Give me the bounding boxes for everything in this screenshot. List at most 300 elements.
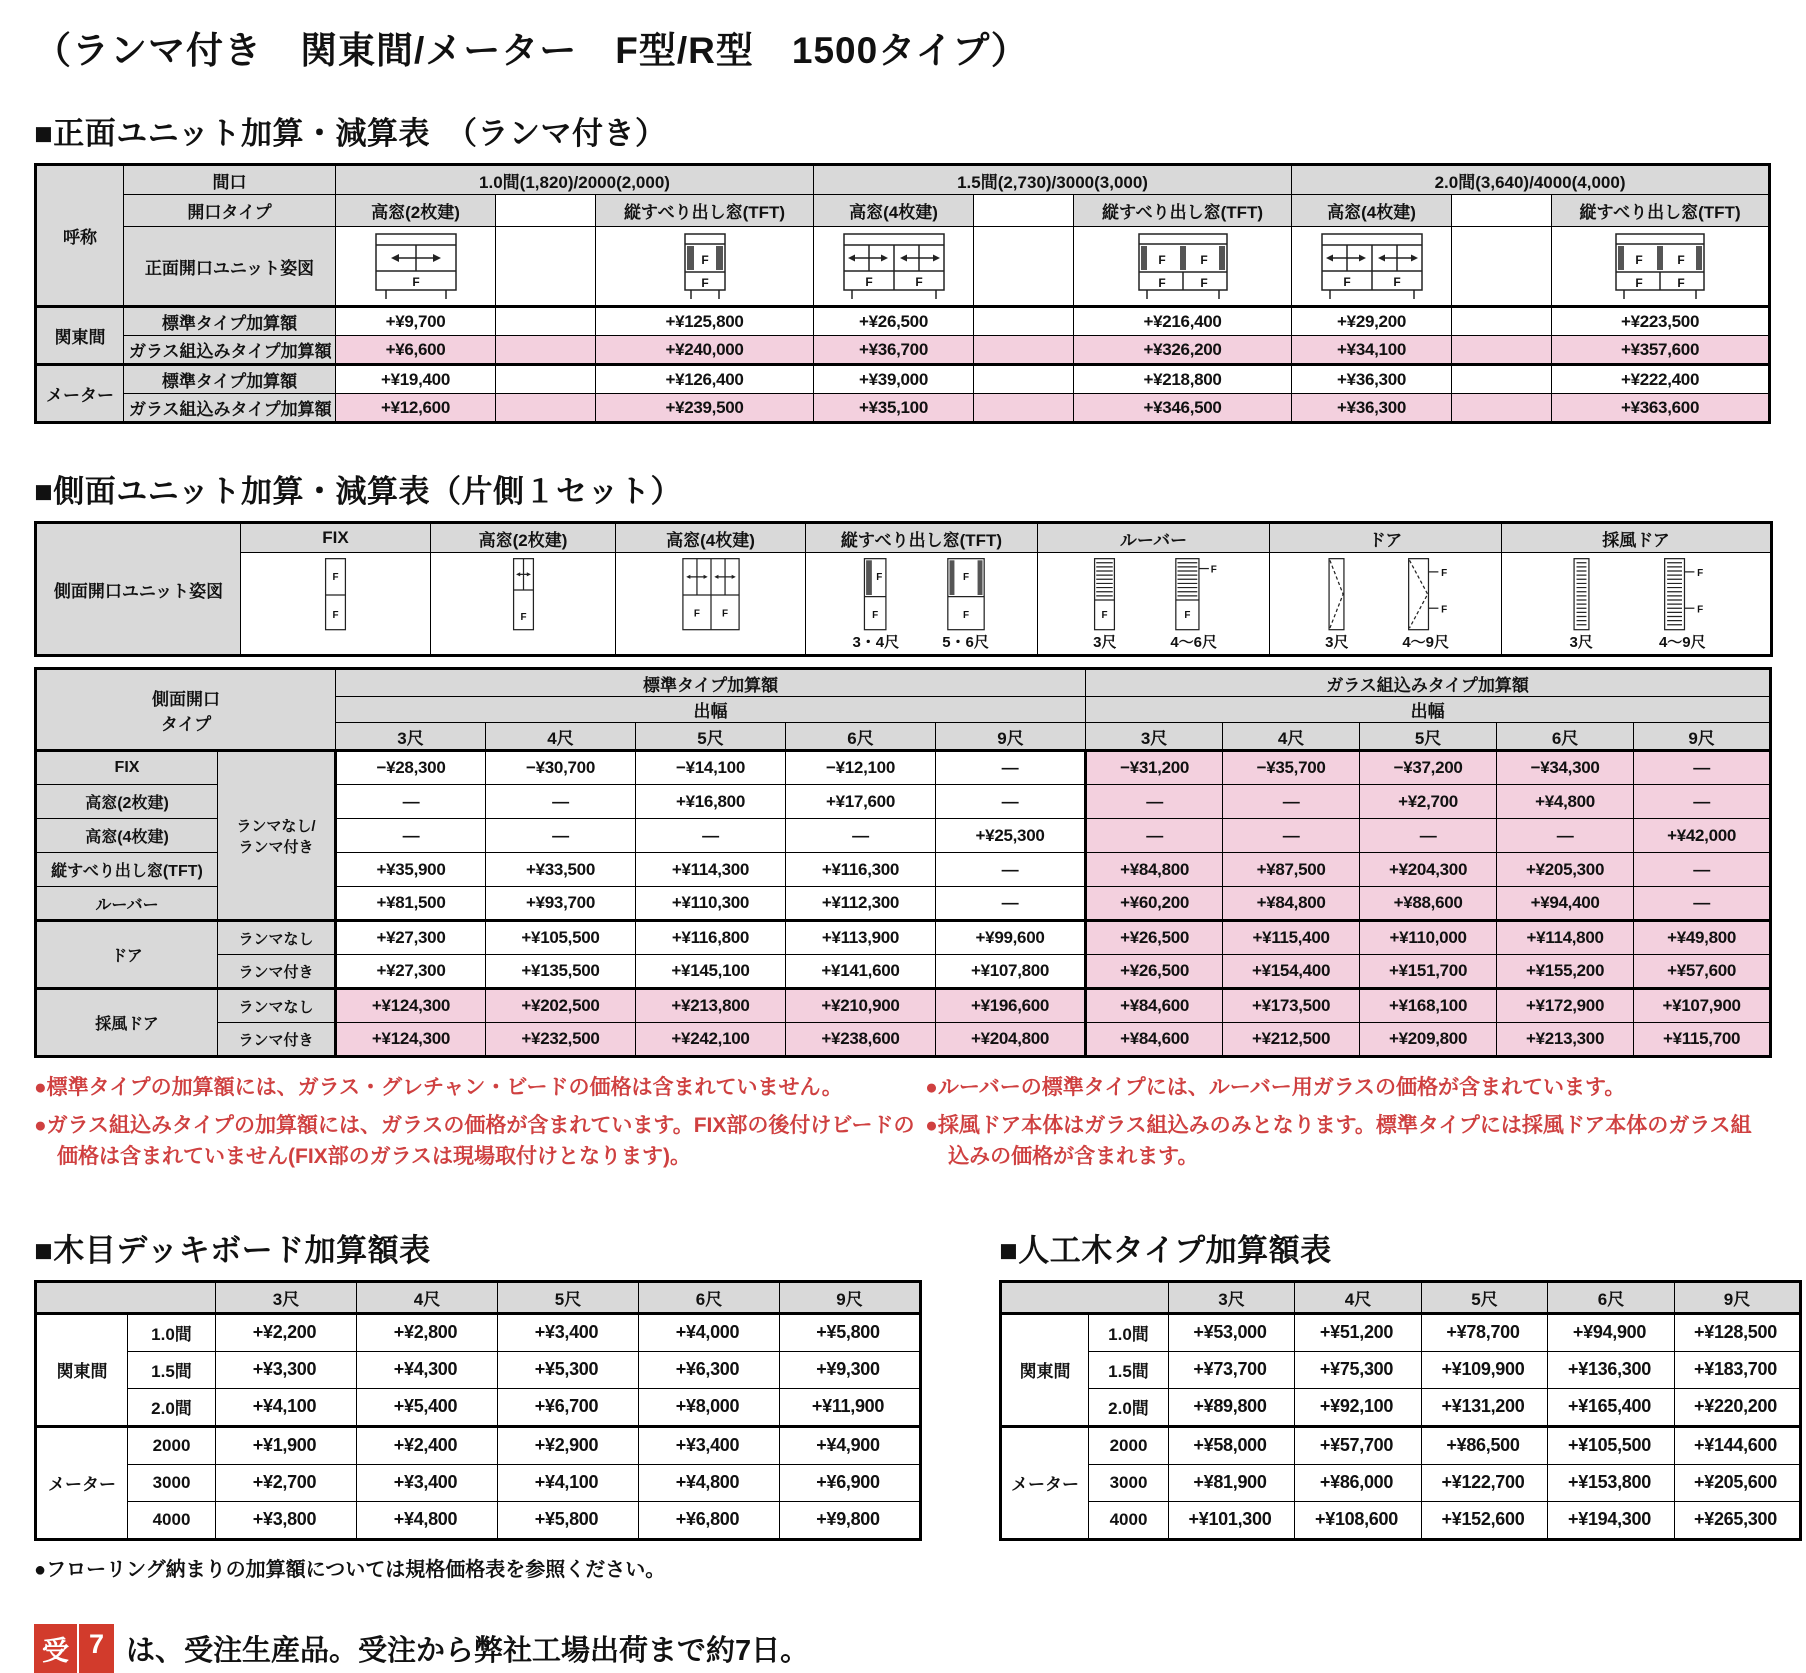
price-cell: −¥28,300	[336, 751, 486, 785]
side-price-corner	[36, 669, 336, 751]
price-cell: +¥4,800	[639, 1464, 780, 1501]
size-caption: 4〜9尺	[1402, 634, 1449, 651]
price-cell: +¥239,500	[596, 394, 814, 423]
blank-cell	[1452, 394, 1552, 423]
price-cell: —	[336, 819, 486, 853]
price-cell: +¥78,700	[1422, 1313, 1548, 1351]
corner-blank	[1001, 1281, 1169, 1313]
price-cell: +¥57,700	[1295, 1426, 1422, 1464]
price-cell: +¥6,600	[336, 336, 496, 365]
price-cell: +¥113,900	[786, 921, 936, 955]
price-cell: −¥37,200	[1360, 751, 1497, 785]
row-label: 縦すべり出し窓(TFT)	[36, 853, 218, 887]
front-sugata-label: 正面開口ユニット姿図	[124, 227, 336, 307]
price-cell: +¥53,000	[1169, 1313, 1295, 1351]
price-cell: +¥6,900	[780, 1464, 921, 1501]
price-cell: +¥220,200	[1675, 1388, 1801, 1426]
front-span-header: 1.0間(1,820)/2000(2,000)	[336, 165, 814, 195]
wood-section-title: ■人工木タイプ加算額表	[999, 1232, 1332, 1268]
price-cell: +¥168,100	[1360, 989, 1497, 1023]
col-header: 3尺	[1169, 1281, 1295, 1313]
tft-double-front-diagram	[1131, 232, 1235, 300]
price-cell: —	[1223, 819, 1360, 853]
door-3-side-diagram	[1318, 557, 1355, 633]
price-cell: +¥8,000	[639, 1388, 780, 1426]
price-cell: +¥101,300	[1169, 1501, 1295, 1539]
price-cell: +¥152,600	[1422, 1501, 1548, 1539]
price-cell: +¥75,300	[1295, 1351, 1422, 1388]
col-header: 9尺	[1634, 723, 1771, 751]
price-cell: +¥92,100	[1295, 1388, 1422, 1426]
row-label: ルーバー	[36, 887, 218, 921]
takamado2-front-diagram	[370, 232, 462, 300]
diagram-cell	[596, 227, 814, 307]
row-group-label: メーター	[1001, 1426, 1089, 1539]
takamado4-front-diagram	[1316, 232, 1428, 300]
price-cell: +¥122,700	[1422, 1464, 1548, 1501]
price-cell: +¥213,300	[1497, 1023, 1634, 1057]
bottom-tables	[34, 1225, 1777, 1616]
price-cell: +¥93,700	[486, 887, 636, 921]
price-cell: −¥34,300	[1497, 751, 1634, 785]
row-group-label: メーター	[36, 365, 124, 423]
price-cell: −¥12,100	[786, 751, 936, 785]
price-cell: +¥151,700	[1360, 955, 1497, 989]
row-label: 2000	[128, 1426, 216, 1464]
price-cell: —	[486, 785, 636, 819]
price-cell: +¥89,800	[1169, 1388, 1295, 1426]
diagram-cell	[616, 553, 806, 656]
order-badge	[34, 1624, 114, 1673]
price-cell: +¥115,400	[1223, 921, 1360, 955]
row-label: 2000	[1089, 1426, 1169, 1464]
size-caption: 4〜6尺	[1170, 634, 1217, 651]
blank-cell	[496, 195, 596, 227]
diagram-cell	[1270, 553, 1502, 656]
row-label: FIX	[36, 751, 218, 785]
row-label: 4000	[1089, 1501, 1169, 1539]
price-cell: +¥2,800	[357, 1313, 498, 1351]
blank-cell	[1452, 307, 1552, 336]
debaba-header: 出幅	[336, 697, 1086, 723]
price-cell: +¥125,800	[596, 307, 814, 336]
door-49-side-diagram	[1399, 557, 1453, 633]
diagram-cell	[336, 227, 496, 307]
price-cell: +¥17,600	[786, 785, 936, 819]
blank-cell	[1452, 365, 1552, 394]
price-cell: +¥42,000	[1634, 819, 1771, 853]
price-cell: −¥31,200	[1086, 751, 1223, 785]
price-cell: +¥81,500	[336, 887, 486, 921]
price-cell: +¥86,500	[1422, 1426, 1548, 1464]
front-span-header: 1.5間(2,730)/3000(3,000)	[814, 165, 1292, 195]
blank-cell	[496, 336, 596, 365]
price-cell: +¥9,300	[780, 1351, 921, 1388]
wood-section	[999, 1225, 1799, 1616]
side-col-header: 採風ドア	[1502, 523, 1772, 553]
row-sub-label: ランマ付き	[218, 955, 336, 989]
price-cell: +¥3,400	[357, 1464, 498, 1501]
price-cell: +¥35,100	[814, 394, 974, 423]
col-header: 5尺	[1422, 1281, 1548, 1313]
price-cell: +¥6,800	[639, 1501, 780, 1539]
price-cell: +¥6,700	[498, 1388, 639, 1426]
price-cell: +¥36,300	[1292, 365, 1452, 394]
blank-cell	[974, 195, 1074, 227]
front-section-title: ■正面ユニット加算・減算表 （ランマ付き）	[34, 116, 667, 151]
takamado4-side-diagram	[676, 557, 746, 633]
price-cell: +¥326,200	[1074, 336, 1292, 365]
blank-cell	[1452, 195, 1552, 227]
price-cell: +¥209,800	[1360, 1023, 1497, 1057]
price-cell: +¥346,500	[1074, 394, 1292, 423]
price-cell: +¥12,600	[336, 394, 496, 423]
price-cell: +¥112,300	[786, 887, 936, 921]
size-caption: 5・6尺	[942, 634, 989, 651]
price-cell: +¥57,600	[1634, 955, 1771, 989]
takamado4-front-diagram	[838, 232, 950, 300]
diagram-cell	[1074, 227, 1292, 307]
diagram-cell	[1552, 227, 1770, 307]
price-cell: +¥4,100	[216, 1388, 357, 1426]
fix-side-diagram	[317, 557, 354, 633]
diagram-cell	[431, 553, 616, 656]
price-cell: —	[486, 819, 636, 853]
corner-blank	[36, 1281, 216, 1313]
price-cell: +¥86,000	[1295, 1464, 1422, 1501]
price-cell: +¥26,500	[814, 307, 974, 336]
col-header: 4尺	[1223, 723, 1360, 751]
price-cell: +¥9,700	[336, 307, 496, 336]
row-label: ドア	[36, 921, 218, 989]
price-cell: −¥35,700	[1223, 751, 1360, 785]
price-cell: +¥11,900	[780, 1388, 921, 1426]
front-col-header: 縦すべり出し窓(TFT)	[596, 195, 814, 227]
price-cell: +¥222,400	[1552, 365, 1770, 394]
price-cell: +¥218,800	[1074, 365, 1292, 394]
blank-cell	[974, 307, 1074, 336]
row-label: 1.5間	[128, 1351, 216, 1388]
price-cell: +¥81,900	[1169, 1464, 1295, 1501]
tft-56-side-diagram	[941, 557, 991, 633]
tft-front-diagram	[673, 232, 737, 300]
price-cell: +¥204,300	[1360, 853, 1497, 887]
col-header: 5尺	[636, 723, 786, 751]
price-cell: +¥5,300	[498, 1351, 639, 1388]
blank-cell	[496, 227, 596, 307]
price-cell: +¥114,300	[636, 853, 786, 887]
price-cell: +¥238,600	[786, 1023, 936, 1057]
price-cell: +¥25,300	[936, 819, 1086, 853]
blank-cell	[496, 307, 596, 336]
blank-cell	[974, 227, 1074, 307]
row-group-label: 関東間	[36, 1313, 128, 1426]
price-cell: +¥265,300	[1675, 1501, 1801, 1539]
price-cell: +¥60,200	[1086, 887, 1223, 921]
price-cell: +¥36,300	[1292, 394, 1452, 423]
price-cell: —	[936, 751, 1086, 785]
note-item: ●採風ドア本体はガラス組込みのみとなります。標準タイプには採風ドア本体のガラス組込みの価格が含まれます。	[925, 1113, 1752, 1168]
takamado2-side-diagram	[505, 557, 542, 633]
price-cell: +¥114,800	[1497, 921, 1634, 955]
price-cell: +¥29,200	[1292, 307, 1452, 336]
price-cell: +¥216,400	[1074, 307, 1292, 336]
price-cell: +¥109,900	[1422, 1351, 1548, 1388]
price-cell: +¥173,500	[1223, 989, 1360, 1023]
vent-door-3-side-diagram	[1563, 557, 1600, 633]
size-caption: 4〜9尺	[1658, 634, 1706, 651]
front-col-header: 高窓(4枚建)	[814, 195, 974, 227]
price-cell: +¥105,500	[1548, 1426, 1675, 1464]
row-sub-label: ランマ付き	[218, 1023, 336, 1057]
col-header: 3尺	[1086, 723, 1223, 751]
price-cell: +¥223,500	[1552, 307, 1770, 336]
notes	[34, 1072, 1772, 1179]
price-cell: +¥205,600	[1675, 1464, 1801, 1501]
price-cell: +¥115,700	[1634, 1023, 1771, 1057]
price-cell: −¥14,100	[636, 751, 786, 785]
louver-46-side-diagram	[1167, 557, 1221, 633]
diagram-cell	[1502, 553, 1772, 656]
side-col-header: ドア	[1270, 523, 1502, 553]
col-header: 6尺	[639, 1281, 780, 1313]
price-cell: +¥33,500	[486, 853, 636, 887]
price-cell: +¥124,300	[336, 989, 486, 1023]
notes-left	[34, 1072, 925, 1179]
price-cell: +¥154,400	[1223, 955, 1360, 989]
blank-cell	[974, 394, 1074, 423]
note-item: ●ガラス組込みタイプの加算額には、ガラスの価格が含まれています。FIX部の後付けビードの価格は含まれていません(FIX部のガラスは現場取付けとなります)。	[34, 1113, 915, 1168]
diagram-cell	[1038, 553, 1270, 656]
col-header: 5尺	[1360, 723, 1497, 751]
price-cell: —	[786, 819, 936, 853]
price-cell: +¥165,400	[1548, 1388, 1675, 1426]
col-header: 9尺	[936, 723, 1086, 751]
front-maguchi-label: 間口	[124, 165, 336, 195]
price-cell: +¥155,200	[1497, 955, 1634, 989]
front-col-header: 縦すべり出し窓(TFT)	[1552, 195, 1770, 227]
col-header: 3尺	[216, 1281, 357, 1313]
row-label: 2.0間	[1089, 1388, 1169, 1426]
price-cell: +¥27,300	[336, 921, 486, 955]
price-cell: +¥213,800	[636, 989, 786, 1023]
price-cell: +¥36,700	[814, 336, 974, 365]
price-cell: +¥84,800	[1086, 853, 1223, 887]
flooring-note: ●フローリング納まりの加算額については規格価格表を参照ください。	[34, 1558, 666, 1581]
row-label: 1.0間	[1089, 1313, 1169, 1351]
price-cell: +¥124,300	[336, 1023, 486, 1057]
front-kaikou-type-label: 開口タイプ	[124, 195, 336, 227]
side-col-header: 縦すべり出し窓(TFT)	[806, 523, 1038, 553]
price-cell: +¥363,600	[1552, 394, 1770, 423]
side-col-header: 高窓(4枚建)	[616, 523, 806, 553]
side-diagram-row-label: 側面開口ユニット姿図	[36, 523, 241, 656]
price-cell: +¥26,500	[1086, 921, 1223, 955]
blank-cell	[1452, 227, 1552, 307]
price-cell: —	[1634, 751, 1771, 785]
price-cell: +¥194,300	[1548, 1501, 1675, 1539]
price-cell: +¥51,200	[1295, 1313, 1422, 1351]
row-sub-label: ランマなし	[218, 989, 336, 1023]
col-header: 6尺	[786, 723, 936, 751]
price-cell: +¥107,800	[936, 955, 1086, 989]
blank-cell	[496, 365, 596, 394]
col-header: 6尺	[1548, 1281, 1675, 1313]
size-caption: 3尺	[1569, 634, 1593, 651]
col-header: 9尺	[780, 1281, 921, 1313]
diagram-cell	[1292, 227, 1452, 307]
row-label: 標準タイプ加算額	[124, 365, 336, 394]
price-cell: +¥88,600	[1360, 887, 1497, 921]
price-cell: +¥105,500	[486, 921, 636, 955]
note-item: ●ルーバーの標準タイプには、ルーバー用ガラスの価格が含まれています。	[925, 1076, 1626, 1099]
price-cell: +¥4,900	[780, 1426, 921, 1464]
price-cell: +¥4,800	[357, 1501, 498, 1539]
front-span-header: 2.0間(3,640)/4000(4,000)	[1292, 165, 1770, 195]
price-cell: +¥205,300	[1497, 853, 1634, 887]
price-cell: +¥210,900	[786, 989, 936, 1023]
price-cell: +¥84,600	[1086, 989, 1223, 1023]
front-price-table	[34, 163, 1771, 424]
price-cell: +¥131,200	[1422, 1388, 1548, 1426]
front-col-header: 高窓(2枚建)	[336, 195, 496, 227]
price-cell: —	[1086, 785, 1223, 819]
price-cell: +¥141,600	[786, 955, 936, 989]
row-label: 3000	[1089, 1464, 1169, 1501]
price-cell: +¥110,300	[636, 887, 786, 921]
deck-price-table	[34, 1280, 922, 1541]
debaba-header: 出幅	[1086, 697, 1771, 723]
price-cell: +¥87,500	[1223, 853, 1360, 887]
price-cell: +¥1,900	[216, 1426, 357, 1464]
row-label: 1.5間	[1089, 1351, 1169, 1388]
price-cell: +¥116,800	[636, 921, 786, 955]
row-label: 2.0間	[128, 1388, 216, 1426]
price-cell: +¥144,600	[1675, 1426, 1801, 1464]
front-col-header: 高窓(4枚建)	[1292, 195, 1452, 227]
price-cell: +¥136,300	[1548, 1351, 1675, 1388]
row-sub-label: ランマなし	[218, 921, 336, 955]
price-cell: +¥84,800	[1223, 887, 1360, 921]
blank-cell	[974, 336, 1074, 365]
row-label: ガラス組込みタイプ加算額	[124, 336, 336, 365]
price-cell: +¥5,400	[357, 1388, 498, 1426]
price-cell: +¥242,100	[636, 1023, 786, 1057]
price-cell: —	[936, 853, 1086, 887]
diagram-cell	[241, 553, 431, 656]
price-cell: +¥357,600	[1552, 336, 1770, 365]
price-cell: +¥196,600	[936, 989, 1086, 1023]
tft-double-front-diagram	[1608, 232, 1712, 300]
sub-line2: ランマ付き	[238, 838, 314, 856]
col-header: 4尺	[357, 1281, 498, 1313]
row-label: 採風ドア	[36, 989, 218, 1057]
price-cell: +¥34,100	[1292, 336, 1452, 365]
price-cell: +¥94,900	[1548, 1313, 1675, 1351]
price-cell: +¥39,000	[814, 365, 974, 394]
size-caption: 3・4尺	[852, 634, 900, 651]
order-badge-left: 受	[34, 1624, 77, 1673]
price-cell: +¥110,000	[1360, 921, 1497, 955]
price-cell: +¥2,200	[216, 1313, 357, 1351]
row-label: 4000	[128, 1501, 216, 1539]
std-header: 標準タイプ加算額	[336, 669, 1086, 697]
side-col-header: 高窓(2枚建)	[431, 523, 616, 553]
row-label: 高窓(2枚建)	[36, 785, 218, 819]
price-cell: —	[1360, 819, 1497, 853]
diagram-cell	[814, 227, 974, 307]
price-cell: +¥19,400	[336, 365, 496, 394]
price-cell: +¥145,100	[636, 955, 786, 989]
price-cell: +¥2,400	[357, 1426, 498, 1464]
front-koshou-label: 呼称	[36, 165, 124, 307]
price-cell: —	[1223, 785, 1360, 819]
price-cell: +¥126,400	[596, 365, 814, 394]
price-cell: —	[1634, 785, 1771, 819]
price-cell: +¥5,800	[498, 1501, 639, 1539]
blank-cell	[974, 365, 1074, 394]
row-group-label: 関東間	[36, 307, 124, 365]
price-cell: +¥16,800	[636, 785, 786, 819]
tft-34-side-diagram	[856, 557, 896, 633]
price-cell: +¥35,900	[336, 853, 486, 887]
vent-door-49-side-diagram	[1655, 557, 1709, 633]
price-cell: +¥2,900	[498, 1426, 639, 1464]
price-cell: +¥84,600	[1086, 1023, 1223, 1057]
side-diagram-table	[34, 521, 1773, 657]
diagram-cell	[806, 553, 1038, 656]
price-cell: +¥2,700	[216, 1464, 357, 1501]
col-header: 3尺	[336, 723, 486, 751]
price-cell: +¥99,600	[936, 921, 1086, 955]
row-label: 高窓(4枚建)	[36, 819, 218, 853]
price-cell: +¥128,500	[1675, 1313, 1801, 1351]
corner-line1: 側面開口	[152, 689, 220, 709]
order-badge-right: 7	[77, 1624, 114, 1673]
price-cell: −¥30,700	[486, 751, 636, 785]
col-header: 4尺	[1295, 1281, 1422, 1313]
size-caption: 3尺	[1325, 634, 1349, 651]
price-cell: +¥108,600	[1295, 1501, 1422, 1539]
row-label: 1.0間	[128, 1313, 216, 1351]
price-cell: +¥183,700	[1675, 1351, 1801, 1388]
blank-cell	[496, 394, 596, 423]
side-col-header: FIX	[241, 523, 431, 553]
price-cell: +¥107,900	[1634, 989, 1771, 1023]
price-cell: —	[1497, 819, 1634, 853]
col-header: 9尺	[1675, 1281, 1801, 1313]
price-cell: +¥27,300	[336, 955, 486, 989]
blank-cell	[1452, 336, 1552, 365]
price-cell: +¥153,800	[1548, 1464, 1675, 1501]
row-label: ガラス組込みタイプ加算額	[124, 394, 336, 423]
size-caption: 3尺	[1093, 634, 1117, 651]
side-col-header: ルーバー	[1038, 523, 1270, 553]
price-cell: +¥5,800	[780, 1313, 921, 1351]
price-cell: +¥116,300	[786, 853, 936, 887]
col-header: 6尺	[1497, 723, 1634, 751]
order-badge-line	[34, 1624, 1772, 1673]
price-cell: +¥6,300	[639, 1351, 780, 1388]
order-badge-text: は、受注生産品。受注から弊社工場出荷まで約7日。	[126, 1634, 810, 1667]
price-cell: +¥172,900	[1497, 989, 1634, 1023]
row-group-label: 関東間	[1001, 1313, 1089, 1426]
row-label: 3000	[128, 1464, 216, 1501]
price-cell: +¥26,500	[1086, 955, 1223, 989]
col-header: 4尺	[486, 723, 636, 751]
price-cell: +¥2,700	[1360, 785, 1497, 819]
row-group-label: メーター	[36, 1426, 128, 1539]
